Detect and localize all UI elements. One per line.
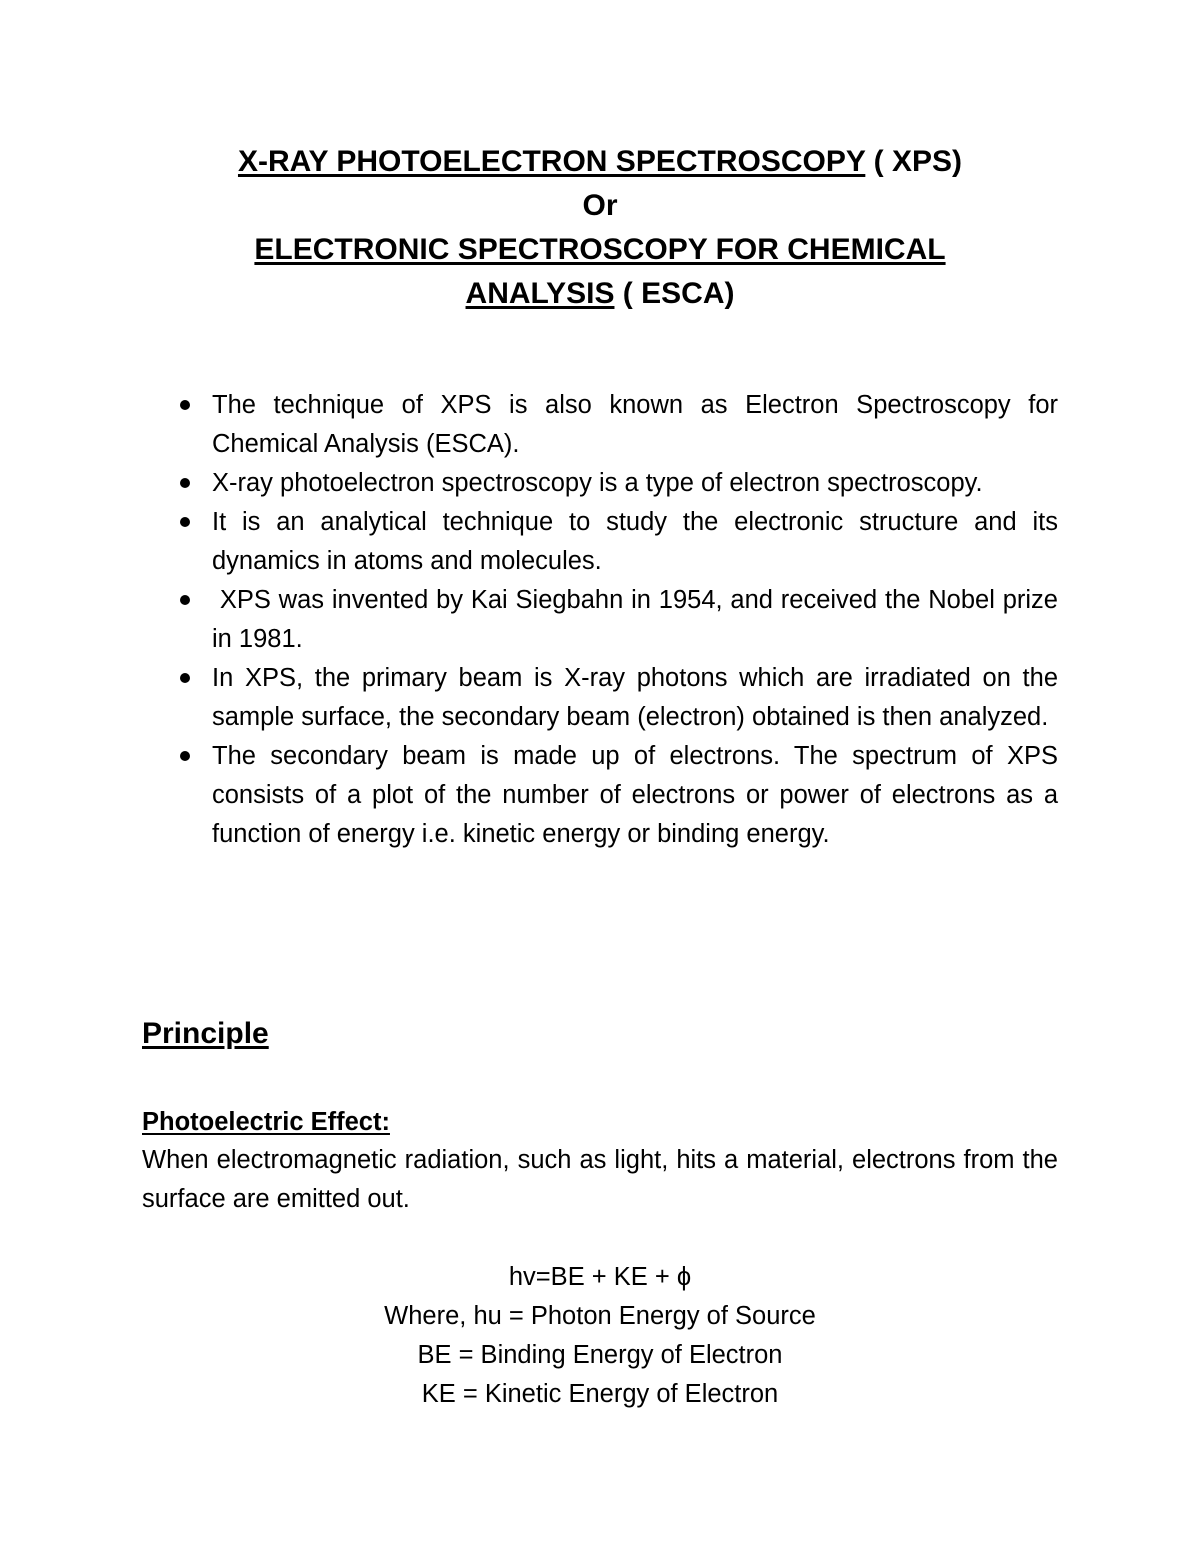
- list-item: [170, 503, 1058, 581]
- bullet-icon: [180, 595, 190, 605]
- title-xps-abbrev: ( XPS): [865, 145, 963, 178]
- formula-be-line: BE = Binding Energy of Electron: [417, 1341, 783, 1369]
- list-item-text: The secondary beam is made up of electrons. The spectrum of XPS consists of a plot of the number of electrons or power of electrons as a function of energy i.e. kinetic energy or binding energy.: [212, 742, 1058, 848]
- title-esca-underlined-1: ELECTRONIC SPECTROSCOPY FOR CHEMICAL: [254, 233, 946, 266]
- title-line-4: [100, 272, 1100, 316]
- title-line-2: Or: [582, 189, 618, 222]
- bullet-icon: [180, 478, 190, 488]
- list-item: [170, 386, 1058, 464]
- list-item: [170, 659, 1058, 737]
- document-title: [100, 140, 1100, 316]
- list-item-text: In XPS, the primary beam is X-ray photons which are irradiated on the sample surface, the secondary beam (electron) obtained is then analyzed.: [212, 664, 1058, 731]
- list-item-text: It is an analytical technique to study the electronic structure and its dynamics in atoms and molecules.: [212, 508, 1058, 575]
- list-item-text: XPS was invented by Kai Siegbahn in 1954, and received the Nobel prize in 1981.: [212, 586, 1066, 653]
- bullet-icon: [180, 517, 190, 527]
- list-item: [170, 464, 1058, 503]
- photoelectric-effect-heading: Photoelectric Effect:: [142, 1108, 390, 1136]
- formula-block: [100, 1258, 1100, 1414]
- title-esca-abbrev: ( ESCA): [614, 277, 735, 310]
- list-item: [170, 737, 1058, 854]
- title-line-1: [100, 140, 1100, 184]
- bullet-icon: [180, 751, 190, 761]
- title-line-3: [100, 228, 1100, 272]
- title-xps-underlined: X-RAY PHOTOELECTRON SPECTROSCOPY: [237, 145, 866, 178]
- bullet-icon: [180, 400, 190, 410]
- title-esca-underlined-2: ANALYSIS: [465, 277, 615, 310]
- formula-equation: hv=BE + KE + ϕ: [508, 1263, 692, 1291]
- principle-heading: Principle: [142, 1017, 269, 1050]
- list-item: [170, 581, 1066, 659]
- formula-ke-line: KE = Kinetic Energy of Electron: [421, 1380, 779, 1408]
- list-item-text: X-ray photoelectron spectroscopy is a type of electron spectroscopy.: [212, 469, 983, 497]
- bullet-icon: [180, 673, 190, 683]
- bullet-list: [170, 386, 1066, 854]
- formula-where-line: Where, hu = Photon Energy of Source: [384, 1302, 816, 1330]
- list-item-text: The technique of XPS is also known as Electron Spectroscopy for Chemical Analysis (ESCA).: [212, 391, 1058, 458]
- photoelectric-effect-paragraph: When electromagnetic radiation, such as light, hits a material, electrons from the surface are emitted out.: [142, 1146, 1058, 1213]
